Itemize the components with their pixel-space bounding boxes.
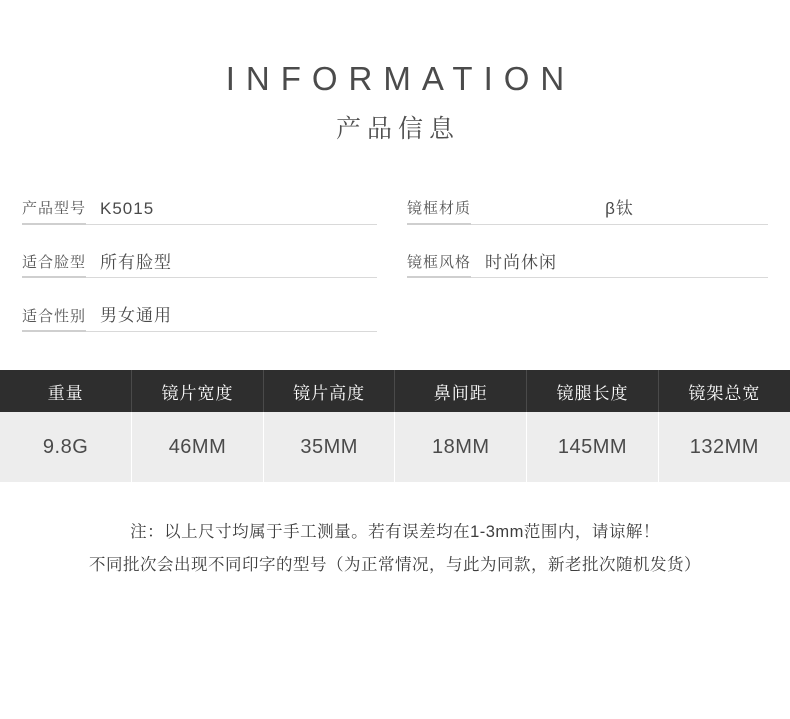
table-header-row (0, 370, 790, 412)
table-header-cell: 镜架总宽 (658, 370, 790, 412)
spec-item-face-shape (22, 254, 395, 279)
table-cell: 132MM (658, 412, 790, 482)
spec-item-frame-material (395, 200, 768, 225)
spec-value: 所有脸型 (86, 254, 377, 279)
table-header-cell: 重量 (0, 370, 132, 412)
table-header-cell: 镜片宽度 (132, 370, 264, 412)
table-cell: 35MM (263, 412, 395, 482)
spec-label: 镜框材质 (407, 201, 471, 225)
page-header (0, 0, 790, 142)
table-cell: 46MM (132, 412, 264, 482)
note-line-measurement: 注：以上尺寸均属于手工测量。若有误差均在1-3mm范围内，请谅解！ (130, 523, 660, 542)
spec-label: 适合性别 (22, 309, 86, 333)
spec-item-gender (22, 307, 395, 332)
table-header-cell: 鼻间距 (395, 370, 527, 412)
table-header-cell: 镜腿长度 (527, 370, 659, 412)
spec-spacer (395, 307, 768, 332)
page-title-english: INFORMATION (225, 60, 576, 97)
measurement-table (0, 370, 790, 482)
table-cell: 145MM (527, 412, 659, 482)
spec-label: 产品型号 (22, 201, 86, 225)
spec-item-frame-style (395, 254, 768, 279)
table-cell: 18MM (395, 412, 527, 482)
spec-row (22, 254, 768, 279)
spec-item-model (22, 200, 395, 225)
page-title-chinese: 产品信息 (335, 115, 460, 143)
spec-row (22, 200, 768, 225)
spec-value: 时尚休闲 (471, 254, 768, 279)
spec-value: 男女通用 (86, 307, 377, 332)
spec-label: 适合脸型 (22, 255, 86, 279)
spec-list (0, 200, 790, 332)
spec-label: 镜框风格 (407, 255, 471, 279)
table-row (0, 412, 790, 482)
notes-section (0, 516, 790, 582)
table-header-cell: 镜片高度 (263, 370, 395, 412)
table-cell: 9.8G (0, 412, 132, 482)
spec-row (22, 307, 768, 332)
spec-value: K5015 (86, 200, 377, 225)
note-line-batch: 不同批次会出现不同印字的型号（为正常情况，与此为同款，新老批次随机发货） (89, 556, 701, 575)
spec-value: β钛 (471, 200, 768, 225)
